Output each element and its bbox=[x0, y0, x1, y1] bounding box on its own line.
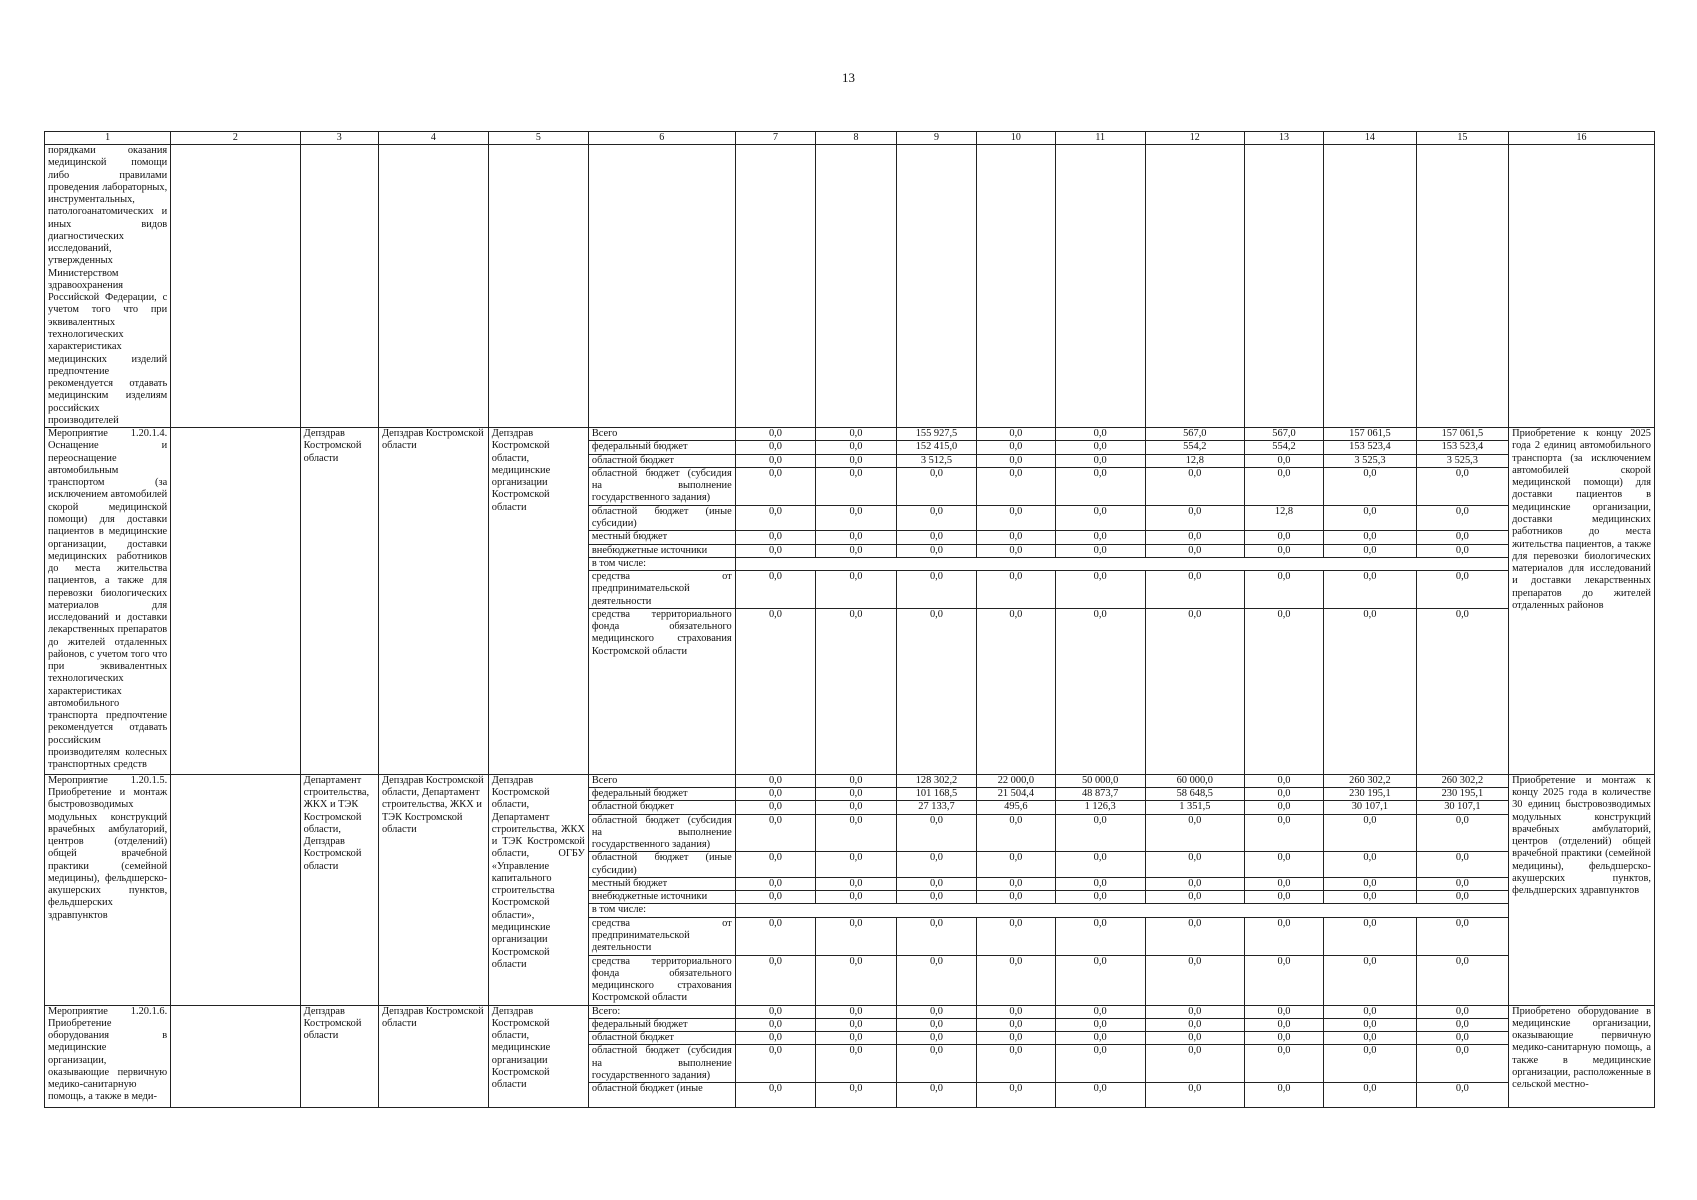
empty-cell bbox=[1055, 145, 1145, 428]
value-col-7: 0,0 bbox=[735, 441, 816, 454]
empty-cell bbox=[977, 145, 1055, 428]
value-col-10: 21 504,4 bbox=[977, 788, 1055, 801]
value-col-14: 3 525,3 bbox=[1324, 454, 1416, 467]
value-col-14: 0,0 bbox=[1324, 955, 1416, 1005]
value-col-13: 567,0 bbox=[1244, 428, 1323, 441]
column-number-1: 1 bbox=[45, 132, 171, 145]
value-col-12: 0,0 bbox=[1145, 852, 1244, 878]
value-col-12: 0,0 bbox=[1145, 571, 1244, 609]
value-col-13: 0,0 bbox=[1244, 788, 1323, 801]
value-col-9: 101 168,5 bbox=[896, 788, 977, 801]
value-col-11: 0,0 bbox=[1055, 852, 1145, 878]
funding-source-label: областной бюджет (иные субсидии) bbox=[588, 505, 735, 531]
value-col-10: 22 000,0 bbox=[977, 774, 1055, 787]
value-col-7: 0,0 bbox=[735, 1032, 816, 1045]
value-col-11: 0,0 bbox=[1055, 1045, 1145, 1083]
value-col-9: 0,0 bbox=[896, 505, 977, 531]
column-number-6: 6 bbox=[588, 132, 735, 145]
empty-cell bbox=[488, 145, 588, 428]
funding-source-label: Всего: bbox=[588, 1005, 735, 1018]
funding-source-label: федеральный бюджет bbox=[588, 788, 735, 801]
value-col-12: 12,8 bbox=[1145, 454, 1244, 467]
value-col-13: 0,0 bbox=[1244, 801, 1323, 814]
responsible-executor: Депздрав Костромской области bbox=[300, 428, 378, 775]
column-2-cell bbox=[171, 1005, 300, 1108]
value-col-11: 0,0 bbox=[1055, 608, 1145, 774]
column-number-12: 12 bbox=[1145, 132, 1244, 145]
value-col-9: 3 512,5 bbox=[896, 454, 977, 467]
value-col-8: 0,0 bbox=[816, 891, 897, 904]
activity-name: Мероприятие 1.20.1.6. Приобретение оборудования в медицинские организации, оказывающие первичную медико-санитарную помощь, а также в меди- bbox=[45, 1005, 171, 1108]
value-col-11: 0,0 bbox=[1055, 877, 1145, 890]
value-col-10: 0,0 bbox=[977, 877, 1055, 890]
co-executor: Депздрав Костромской области bbox=[378, 428, 488, 775]
value-col-8: 0,0 bbox=[816, 801, 897, 814]
value-col-7: 0,0 bbox=[735, 531, 816, 544]
value-col-10: 495,6 bbox=[977, 801, 1055, 814]
value-col-14: 260 302,2 bbox=[1324, 774, 1416, 787]
funding-source-label: областной бюджет (субсидия на выполнение государственного задания) bbox=[588, 1045, 735, 1083]
value-col-11: 48 873,7 bbox=[1055, 788, 1145, 801]
value-col-7: 0,0 bbox=[735, 955, 816, 1005]
column-number-5: 5 bbox=[488, 132, 588, 145]
empty-cell bbox=[171, 145, 300, 428]
value-col-9: 0,0 bbox=[896, 814, 977, 852]
header-row bbox=[45, 132, 1655, 145]
value-col-15: 0,0 bbox=[1416, 917, 1508, 955]
value-col-12: 0,0 bbox=[1145, 814, 1244, 852]
funding-source-label: областной бюджет (субсидия на выполнение государственного задания) bbox=[588, 467, 735, 505]
value-col-13: 0,0 bbox=[1244, 544, 1323, 557]
value-col-7: 0,0 bbox=[735, 801, 816, 814]
table-row bbox=[45, 428, 1655, 441]
funding-source-label: областной бюджет bbox=[588, 801, 735, 814]
value-col-11: 0,0 bbox=[1055, 428, 1145, 441]
empty-cell bbox=[896, 145, 977, 428]
value-col-11: 0,0 bbox=[1055, 1083, 1145, 1108]
value-col-13: 0,0 bbox=[1244, 571, 1323, 609]
funding-source-label: федеральный бюджет bbox=[588, 1018, 735, 1031]
value-col-12: 0,0 bbox=[1145, 917, 1244, 955]
value-col-14: 230 195,1 bbox=[1324, 788, 1416, 801]
value-col-15: 3 525,3 bbox=[1416, 454, 1508, 467]
value-col-10: 0,0 bbox=[977, 428, 1055, 441]
funding-source-label: областной бюджет (субсидия на выполнение государственного задания) bbox=[588, 814, 735, 852]
value-col-11: 1 126,3 bbox=[1055, 801, 1145, 814]
empty-values bbox=[735, 904, 1508, 917]
value-col-12: 0,0 bbox=[1145, 891, 1244, 904]
value-col-9: 128 302,2 bbox=[896, 774, 977, 787]
value-col-7: 0,0 bbox=[735, 788, 816, 801]
value-col-13: 0,0 bbox=[1244, 774, 1323, 787]
value-col-9: 0,0 bbox=[896, 891, 977, 904]
value-col-9: 0,0 bbox=[896, 1083, 977, 1108]
value-col-9: 0,0 bbox=[896, 608, 977, 774]
value-col-11: 0,0 bbox=[1055, 531, 1145, 544]
value-col-12: 0,0 bbox=[1145, 1005, 1244, 1018]
value-col-10: 0,0 bbox=[977, 955, 1055, 1005]
value-col-15: 0,0 bbox=[1416, 1018, 1508, 1031]
participants: Депздрав Костромской области, Департамент строительства, ЖКХ и ТЭК Костромской области, ОГБУ «Управление капитального строительства Костромской области», медицинские организации Костромской области bbox=[488, 774, 588, 1005]
value-col-8: 0,0 bbox=[816, 608, 897, 774]
value-col-10: 0,0 bbox=[977, 1032, 1055, 1045]
value-col-12: 554,2 bbox=[1145, 441, 1244, 454]
activity-name: Мероприятие 1.20.1.4. Оснащение и переоснащение автомобильным транспортом (за исключением автомобилей скорой медицинской помощи) для доставки пациентов в медицинские организации, доставки медицинских работников до места жительства пациентов, а также для перевозки биологических материалов для исследований и доставки лекарственных препаратов до жителей отдаленных районов, с учетом того что при эквивалентных технологических характеристиках автомобильного транспорта предпочтение рекомендуется отдавать российским производителям колесных транспортных средств bbox=[45, 428, 171, 775]
value-col-11: 0,0 bbox=[1055, 571, 1145, 609]
column-number-16: 16 bbox=[1509, 132, 1655, 145]
empty-cell bbox=[816, 145, 897, 428]
responsible-executor: Депздрав Костромской области bbox=[300, 1005, 378, 1108]
column-number-4: 4 bbox=[378, 132, 488, 145]
value-col-14: 0,0 bbox=[1324, 917, 1416, 955]
value-col-7: 0,0 bbox=[735, 454, 816, 467]
value-col-8: 0,0 bbox=[816, 505, 897, 531]
value-col-15: 0,0 bbox=[1416, 505, 1508, 531]
empty-cell bbox=[1416, 145, 1508, 428]
value-col-10: 0,0 bbox=[977, 454, 1055, 467]
value-col-14: 157 061,5 bbox=[1324, 428, 1416, 441]
funding-source-label: местный бюджет bbox=[588, 531, 735, 544]
value-col-12: 0,0 bbox=[1145, 505, 1244, 531]
value-col-15: 0,0 bbox=[1416, 571, 1508, 609]
value-col-12: 0,0 bbox=[1145, 467, 1244, 505]
funding-source-label: внебюджетные источники bbox=[588, 544, 735, 557]
value-col-8: 0,0 bbox=[816, 917, 897, 955]
co-executor: Депздрав Костромской области bbox=[378, 1005, 488, 1108]
value-col-8: 0,0 bbox=[816, 788, 897, 801]
value-col-10: 0,0 bbox=[977, 891, 1055, 904]
value-col-10: 0,0 bbox=[977, 571, 1055, 609]
column-2-cell bbox=[171, 428, 300, 775]
value-col-8: 0,0 bbox=[816, 774, 897, 787]
value-col-10: 0,0 bbox=[977, 608, 1055, 774]
value-col-9: 0,0 bbox=[896, 917, 977, 955]
expected-result: Приобретено оборудование в медицинские организации, оказывающие первичную медико-санитарную помощь, а также в медицинские организации, расположенные в сельской местно- bbox=[1509, 1005, 1655, 1108]
empty-cell bbox=[1324, 145, 1416, 428]
value-col-13: 12,8 bbox=[1244, 505, 1323, 531]
value-col-15: 0,0 bbox=[1416, 467, 1508, 505]
value-col-8: 0,0 bbox=[816, 955, 897, 1005]
column-number-10: 10 bbox=[977, 132, 1055, 145]
value-col-10: 0,0 bbox=[977, 917, 1055, 955]
value-col-14: 0,0 bbox=[1324, 852, 1416, 878]
activity-name: Мероприятие 1.20.1.5. Приобретение и монтаж быстровозводимых модульных конструкций врачебных амбулаторий, центров (отделений) общей врачебной практики (семейной медицины), фельдшерско-акушерских пунктов, фельдшерских здравпунктов bbox=[45, 774, 171, 1005]
value-col-13: 0,0 bbox=[1244, 852, 1323, 878]
value-col-14: 0,0 bbox=[1324, 608, 1416, 774]
value-col-11: 50 000,0 bbox=[1055, 774, 1145, 787]
value-col-11: 0,0 bbox=[1055, 544, 1145, 557]
column-number-3: 3 bbox=[300, 132, 378, 145]
value-col-12: 0,0 bbox=[1145, 1083, 1244, 1108]
value-col-14: 0,0 bbox=[1324, 1032, 1416, 1045]
value-col-11: 0,0 bbox=[1055, 454, 1145, 467]
value-col-13: 0,0 bbox=[1244, 1018, 1323, 1031]
funding-source-label: Всего bbox=[588, 774, 735, 787]
funding-source-label: областной бюджет (иные bbox=[588, 1083, 735, 1108]
value-col-9: 0,0 bbox=[896, 467, 977, 505]
value-col-14: 0,0 bbox=[1324, 505, 1416, 531]
value-col-11: 0,0 bbox=[1055, 467, 1145, 505]
value-col-8: 0,0 bbox=[816, 441, 897, 454]
value-col-15: 30 107,1 bbox=[1416, 801, 1508, 814]
value-col-14: 0,0 bbox=[1324, 1045, 1416, 1083]
value-col-15: 157 061,5 bbox=[1416, 428, 1508, 441]
value-col-13: 0,0 bbox=[1244, 814, 1323, 852]
value-col-10: 0,0 bbox=[977, 505, 1055, 531]
column-number-14: 14 bbox=[1324, 132, 1416, 145]
value-col-11: 0,0 bbox=[1055, 917, 1145, 955]
expected-result: Приобретение к концу 2025 года 2 единиц автомобильного транспорта (за исключением автомобилей скорой медицинской помощи) для доставки пациентов в медицинские организации, доставки медицинских работников до места жительства пациентов, а также для перевозки биологических материалов для исследований и доставки лекарственных препаратов до жителей отдаленных районов bbox=[1509, 428, 1655, 775]
value-col-11: 0,0 bbox=[1055, 1005, 1145, 1018]
page-number: 13 bbox=[842, 70, 855, 85]
value-col-9: 0,0 bbox=[896, 1045, 977, 1083]
value-col-12: 0,0 bbox=[1145, 955, 1244, 1005]
value-col-7: 0,0 bbox=[735, 1005, 816, 1018]
value-col-9: 152 415,0 bbox=[896, 441, 977, 454]
value-col-14: 0,0 bbox=[1324, 1005, 1416, 1018]
value-col-15: 0,0 bbox=[1416, 877, 1508, 890]
value-col-15: 260 302,2 bbox=[1416, 774, 1508, 787]
value-col-9: 0,0 bbox=[896, 955, 977, 1005]
funding-source-label: в том числе: bbox=[588, 904, 735, 917]
value-col-8: 0,0 bbox=[816, 814, 897, 852]
column-number-2: 2 bbox=[171, 132, 300, 145]
value-col-10: 0,0 bbox=[977, 1045, 1055, 1083]
value-col-9: 27 133,7 bbox=[896, 801, 977, 814]
column-number-7: 7 bbox=[735, 132, 816, 145]
value-col-7: 0,0 bbox=[735, 852, 816, 878]
value-col-13: 554,2 bbox=[1244, 441, 1323, 454]
value-col-14: 153 523,4 bbox=[1324, 441, 1416, 454]
value-col-7: 0,0 bbox=[735, 1083, 816, 1108]
value-col-12: 0,0 bbox=[1145, 877, 1244, 890]
column-number-13: 13 bbox=[1244, 132, 1323, 145]
value-col-9: 0,0 bbox=[896, 1018, 977, 1031]
funding-source-label: областной бюджет bbox=[588, 1032, 735, 1045]
value-col-10: 0,0 bbox=[977, 467, 1055, 505]
value-col-15: 230 195,1 bbox=[1416, 788, 1508, 801]
value-col-15: 0,0 bbox=[1416, 1032, 1508, 1045]
value-col-15: 0,0 bbox=[1416, 544, 1508, 557]
value-col-7: 0,0 bbox=[735, 891, 816, 904]
value-col-14: 0,0 bbox=[1324, 544, 1416, 557]
value-col-11: 0,0 bbox=[1055, 891, 1145, 904]
value-col-13: 0,0 bbox=[1244, 955, 1323, 1005]
value-col-11: 0,0 bbox=[1055, 1032, 1145, 1045]
value-col-15: 0,0 bbox=[1416, 955, 1508, 1005]
value-col-13: 0,0 bbox=[1244, 1045, 1323, 1083]
value-col-8: 0,0 bbox=[816, 1032, 897, 1045]
funding-source-label: местный бюджет bbox=[588, 877, 735, 890]
responsible-executor: Департамент строительства, ЖКХ и ТЭК Костромской области, Депздрав Костромской области bbox=[300, 774, 378, 1005]
co-executor: Депздрав Костромской области, Департамент строительства, ЖКХ и ТЭК Костромской области bbox=[378, 774, 488, 1005]
expected-result: Приобретение и монтаж к концу 2025 года в количестве 30 единиц быстровозводимых модульных конструкций врачебных амбулаторий, центров (отделений) общей врачебной практики (семейной медицины), фельдшерско-акушерских пунктов, фельдшерских здравпунктов bbox=[1509, 774, 1655, 1005]
value-col-10: 0,0 bbox=[977, 1083, 1055, 1108]
value-col-11: 0,0 bbox=[1055, 1018, 1145, 1031]
value-col-10: 0,0 bbox=[977, 531, 1055, 544]
value-col-13: 0,0 bbox=[1244, 454, 1323, 467]
value-col-15: 0,0 bbox=[1416, 1045, 1508, 1083]
value-col-12: 60 000,0 bbox=[1145, 774, 1244, 787]
value-col-7: 0,0 bbox=[735, 428, 816, 441]
empty-cell bbox=[588, 145, 735, 428]
table-row bbox=[45, 1005, 1655, 1018]
column-number-11: 11 bbox=[1055, 132, 1145, 145]
funding-source-label: областной бюджет (иные субсидии) bbox=[588, 852, 735, 878]
value-col-13: 0,0 bbox=[1244, 917, 1323, 955]
value-col-10: 0,0 bbox=[977, 441, 1055, 454]
value-col-7: 0,0 bbox=[735, 544, 816, 557]
value-col-10: 0,0 bbox=[977, 1018, 1055, 1031]
value-col-10: 0,0 bbox=[977, 814, 1055, 852]
value-col-14: 0,0 bbox=[1324, 891, 1416, 904]
value-col-11: 0,0 bbox=[1055, 441, 1145, 454]
funding-source-label: в том числе: bbox=[588, 557, 735, 570]
value-col-13: 0,0 bbox=[1244, 1005, 1323, 1018]
value-col-12: 0,0 bbox=[1145, 608, 1244, 774]
program-table bbox=[44, 131, 1655, 1108]
value-col-14: 0,0 bbox=[1324, 467, 1416, 505]
value-col-12: 0,0 bbox=[1145, 1018, 1244, 1031]
value-col-15: 0,0 bbox=[1416, 814, 1508, 852]
value-col-14: 0,0 bbox=[1324, 877, 1416, 890]
value-col-12: 58 648,5 bbox=[1145, 788, 1244, 801]
value-col-15: 0,0 bbox=[1416, 852, 1508, 878]
value-col-14: 0,0 bbox=[1324, 1083, 1416, 1108]
empty-cell bbox=[1244, 145, 1323, 428]
value-col-14: 0,0 bbox=[1324, 571, 1416, 609]
value-col-9: 0,0 bbox=[896, 531, 977, 544]
value-col-12: 0,0 bbox=[1145, 544, 1244, 557]
value-col-9: 0,0 bbox=[896, 852, 977, 878]
value-col-8: 0,0 bbox=[816, 467, 897, 505]
value-col-8: 0,0 bbox=[816, 1018, 897, 1031]
value-col-7: 0,0 bbox=[735, 571, 816, 609]
empty-cell bbox=[300, 145, 378, 428]
empty-cell bbox=[735, 145, 816, 428]
value-col-9: 0,0 bbox=[896, 877, 977, 890]
value-col-15: 0,0 bbox=[1416, 1005, 1508, 1018]
value-col-12: 567,0 bbox=[1145, 428, 1244, 441]
value-col-14: 0,0 bbox=[1324, 814, 1416, 852]
funding-source-label: средства от предпринимательской деятельности bbox=[588, 917, 735, 955]
value-col-15: 0,0 bbox=[1416, 608, 1508, 774]
value-col-13: 0,0 bbox=[1244, 877, 1323, 890]
value-col-8: 0,0 bbox=[816, 1005, 897, 1018]
value-col-13: 0,0 bbox=[1244, 531, 1323, 544]
value-col-9: 0,0 bbox=[896, 544, 977, 557]
funding-source-label: Всего bbox=[588, 428, 735, 441]
continuation-row bbox=[45, 145, 1655, 428]
value-col-9: 0,0 bbox=[896, 1005, 977, 1018]
value-col-10: 0,0 bbox=[977, 1005, 1055, 1018]
value-col-8: 0,0 bbox=[816, 531, 897, 544]
empty-cell bbox=[1145, 145, 1244, 428]
table-row bbox=[45, 774, 1655, 787]
participants: Депздрав Костромской области, медицинские организации Костромской области bbox=[488, 428, 588, 775]
value-col-13: 0,0 bbox=[1244, 1083, 1323, 1108]
value-col-8: 0,0 bbox=[816, 852, 897, 878]
value-col-14: 0,0 bbox=[1324, 1018, 1416, 1031]
value-col-9: 0,0 bbox=[896, 571, 977, 609]
value-col-8: 0,0 bbox=[816, 544, 897, 557]
value-col-13: 0,0 bbox=[1244, 467, 1323, 505]
value-col-8: 0,0 bbox=[816, 1045, 897, 1083]
value-col-8: 0,0 bbox=[816, 454, 897, 467]
funding-source-label: федеральный бюджет bbox=[588, 441, 735, 454]
value-col-14: 0,0 bbox=[1324, 531, 1416, 544]
value-col-7: 0,0 bbox=[735, 608, 816, 774]
value-col-7: 0,0 bbox=[735, 505, 816, 531]
funding-source-label: внебюджетные источники bbox=[588, 891, 735, 904]
participants: Депздрав Костромской области, медицинские организации Костромской области bbox=[488, 1005, 588, 1108]
value-col-15: 0,0 bbox=[1416, 531, 1508, 544]
value-col-7: 0,0 bbox=[735, 467, 816, 505]
value-col-7: 0,0 bbox=[735, 814, 816, 852]
column-number-15: 15 bbox=[1416, 132, 1508, 145]
value-col-8: 0,0 bbox=[816, 571, 897, 609]
value-col-11: 0,0 bbox=[1055, 814, 1145, 852]
value-col-7: 0,0 bbox=[735, 774, 816, 787]
value-col-15: 0,0 bbox=[1416, 891, 1508, 904]
value-col-15: 153 523,4 bbox=[1416, 441, 1508, 454]
value-col-10: 0,0 bbox=[977, 852, 1055, 878]
value-col-12: 0,0 bbox=[1145, 1032, 1244, 1045]
value-col-14: 30 107,1 bbox=[1324, 801, 1416, 814]
continuation-text: порядками оказания медицинской помощи либо правилами проведения лабораторных, инструментальных, патологоанатомических и иных видов диагностических исследований, утвержденных Министерством здравоохранения Российской Федерации, с учетом того что при эквивалентных технологических характеристиках медицинских изделий предпочтение рекомендуется отдавать медицинским изделиям российских производителей bbox=[45, 145, 171, 428]
value-col-8: 0,0 bbox=[816, 877, 897, 890]
value-col-8: 0,0 bbox=[816, 428, 897, 441]
funding-source-label: областной бюджет bbox=[588, 454, 735, 467]
value-col-8: 0,0 bbox=[816, 1083, 897, 1108]
value-col-7: 0,0 bbox=[735, 917, 816, 955]
value-col-7: 0,0 bbox=[735, 1045, 816, 1083]
value-col-15: 0,0 bbox=[1416, 1083, 1508, 1108]
value-col-13: 0,0 bbox=[1244, 1032, 1323, 1045]
empty-cell bbox=[378, 145, 488, 428]
value-col-11: 0,0 bbox=[1055, 505, 1145, 531]
value-col-7: 0,0 bbox=[735, 1018, 816, 1031]
value-col-12: 0,0 bbox=[1145, 531, 1244, 544]
column-number-9: 9 bbox=[896, 132, 977, 145]
value-col-11: 0,0 bbox=[1055, 955, 1145, 1005]
funding-source-label: средства от предпринимательской деятельности bbox=[588, 571, 735, 609]
empty-values bbox=[735, 557, 1508, 570]
funding-source-label: средства территориального фонда обязательного медицинского страхования Костромской области bbox=[588, 608, 735, 774]
value-col-9: 155 927,5 bbox=[896, 428, 977, 441]
empty-cell bbox=[1509, 145, 1655, 428]
value-col-7: 0,0 bbox=[735, 877, 816, 890]
column-number-8: 8 bbox=[816, 132, 897, 145]
value-col-12: 1 351,5 bbox=[1145, 801, 1244, 814]
value-col-13: 0,0 bbox=[1244, 608, 1323, 774]
value-col-12: 0,0 bbox=[1145, 1045, 1244, 1083]
funding-source-label: средства территориального фонда обязательного медицинского страхования Костромской области bbox=[588, 955, 735, 1005]
value-col-9: 0,0 bbox=[896, 1032, 977, 1045]
column-2-cell bbox=[171, 774, 300, 1005]
value-col-10: 0,0 bbox=[977, 544, 1055, 557]
value-col-13: 0,0 bbox=[1244, 891, 1323, 904]
